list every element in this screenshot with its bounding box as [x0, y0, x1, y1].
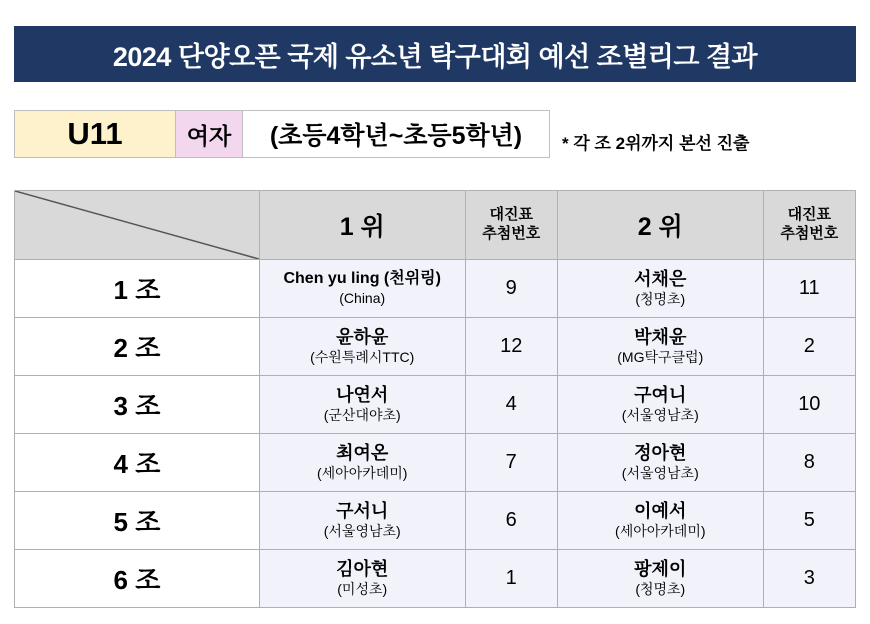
player-name: Chen yu ling (천위링): [283, 270, 441, 288]
header-draw-number-1: [465, 191, 557, 260]
group-label: 6 조: [15, 550, 260, 608]
player-club: (청명초): [635, 580, 686, 597]
group-label: 4 조: [15, 434, 260, 492]
table-corner-cell: [15, 191, 260, 260]
table-row: [15, 434, 856, 492]
header-rank-1: 1 위: [259, 191, 465, 260]
player-club: (서울영남초): [621, 406, 699, 423]
player-name: 팡제이: [634, 559, 687, 580]
first-place-draw-number: 7: [465, 434, 557, 492]
header-draw-1-line2: 추첨번호: [482, 225, 541, 242]
player-club: (MG탁구클럽): [617, 348, 704, 365]
second-place-player: [557, 550, 763, 608]
first-place-draw-number: 1: [465, 550, 557, 608]
player-name: 구여니: [634, 385, 687, 406]
player-club: (세아아카데미): [316, 464, 408, 481]
table-row: [15, 260, 856, 318]
player-club: (군산대야초): [323, 406, 401, 423]
second-place-draw-number: 5: [763, 492, 855, 550]
header-draw-number-2: [763, 191, 855, 260]
second-place-player: [557, 492, 763, 550]
player-club: (서울영남초): [621, 464, 699, 481]
player-name: 김아현: [336, 559, 389, 580]
age-division-badge: U11: [14, 110, 176, 158]
qualification-note: * 각 조 2위까지 본선 진출: [562, 134, 750, 153]
second-place-draw-number: 2: [763, 318, 855, 376]
second-place-draw-number: 10: [763, 376, 855, 434]
second-place-draw-number: 3: [763, 550, 855, 608]
table-row: [15, 318, 856, 376]
group-label: 1 조: [15, 260, 260, 318]
table-row: [15, 492, 856, 550]
category-row: [14, 110, 749, 158]
player-name: 나연서: [336, 385, 389, 406]
header-draw-1-line1: 대진표: [489, 206, 533, 224]
group-label: 2 조: [15, 318, 260, 376]
first-place-player: [259, 376, 465, 434]
player-club: (미성초): [337, 580, 388, 597]
first-place-player: [259, 318, 465, 376]
header-draw-2-line1: 대진표: [787, 206, 832, 224]
player-club: (수원특례시TTC): [310, 348, 415, 365]
first-place-draw-number: 12: [465, 318, 557, 376]
first-place-player: [259, 434, 465, 492]
table-row: [15, 550, 856, 608]
table-row: [15, 376, 856, 434]
table-header-row: [15, 191, 856, 260]
player-club: (청명초): [635, 290, 686, 307]
diagonal-line-icon: [15, 191, 259, 259]
grade-range-label: (초등4학년~초등5학년): [243, 110, 550, 158]
first-place-draw-number: 9: [465, 260, 557, 318]
player-name: 윤하윤: [336, 327, 389, 348]
player-name: 최여온: [336, 443, 389, 464]
second-place-player: [557, 318, 763, 376]
player-club: (서울영남초): [323, 522, 401, 539]
first-place-player: [259, 550, 465, 608]
second-place-player: [557, 376, 763, 434]
second-place-draw-number: 8: [763, 434, 855, 492]
first-place-player: [259, 260, 465, 318]
first-place-draw-number: 6: [465, 492, 557, 550]
player-name: 이예서: [634, 501, 687, 522]
player-name: 서채은: [634, 269, 687, 290]
header-rank-2: 2 위: [557, 191, 763, 260]
player-name: 박채윤: [634, 327, 687, 348]
page-title: 2024 단양오픈 국제 유소년 탁구대회 예선 조별리그 결과: [112, 41, 758, 72]
group-label: 3 조: [15, 376, 260, 434]
title-banner: [14, 26, 856, 82]
first-place-draw-number: 4: [465, 376, 557, 434]
second-place-player: [557, 434, 763, 492]
player-name: 정아현: [634, 443, 687, 464]
player-club: (세아아카데미): [615, 522, 706, 539]
first-place-player: [259, 492, 465, 550]
results-table: [14, 190, 856, 608]
second-place-player: [557, 260, 763, 318]
player-club: (China): [339, 289, 386, 306]
gender-badge: 여자: [176, 110, 243, 158]
second-place-draw-number: 11: [763, 260, 855, 318]
header-draw-2-line2: 추첨번호: [780, 225, 839, 242]
group-label: 5 조: [15, 492, 260, 550]
player-name: 구서니: [336, 501, 389, 522]
